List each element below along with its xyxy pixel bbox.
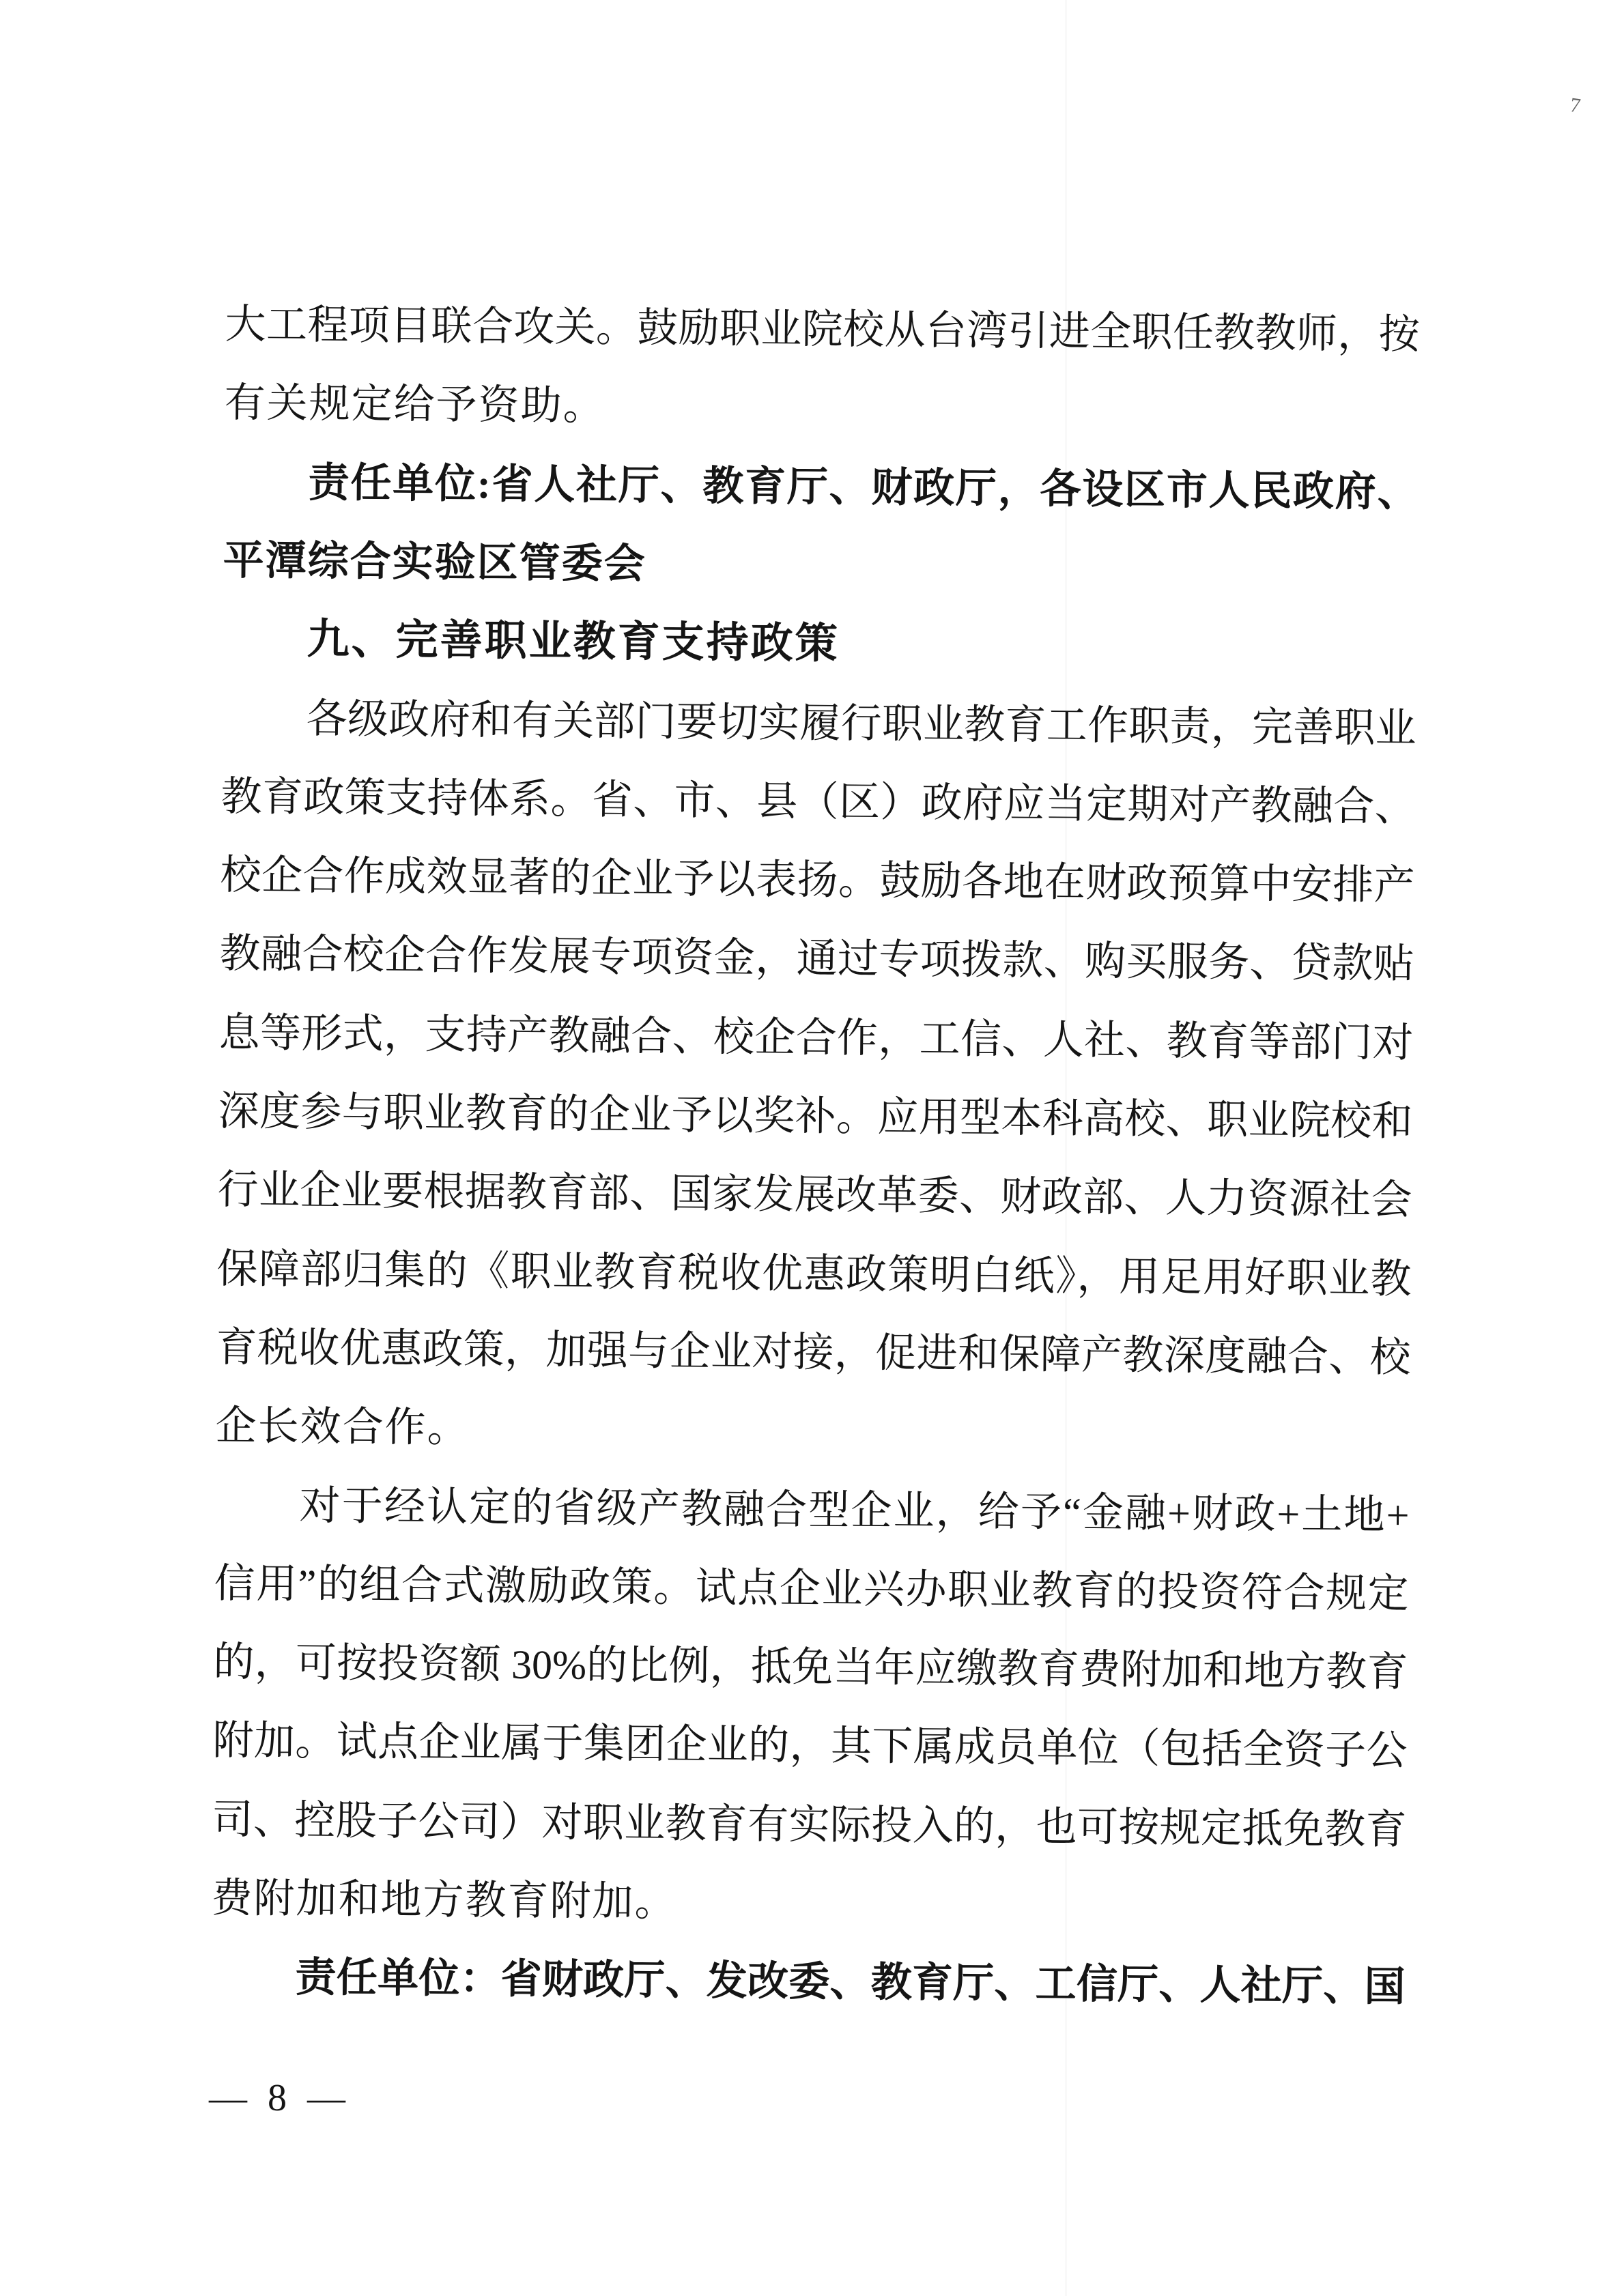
body-text-line: 育税收优惠政策，加强与企业对接，促进和保障产教深度融合、校 [216,1324,1411,1381]
body-text-line: 司、控股子公司）对职业教育有实际投入的，也可按规定抵免教育 [212,1796,1407,1853]
stray-scan-mark: 7 [1568,94,1582,117]
body-text-line: 教育政策支持体系。省、市、县（区）政府应当定期对产教融合、 [220,773,1416,830]
body-text-line: 息等形式，支持产教融合、校企合作，工信、人社、教育等部门对 [218,1009,1414,1066]
responsibility-line: 平潭综合实验区管委会 [223,537,646,587]
body-text-line: 大工程项目联合攻关。鼓励职业院校从台湾引进全职任教教师，按 [225,302,1420,358]
body-text-line: 附加。试点企业属于集团企业的，其下属成员单位（包括全资子公 [212,1717,1408,1774]
responsibility-line: 责任单位:省人社厅、教育厅、财政厅，各设区市人民政府、 [308,460,1419,515]
body-text-line: 信用”的组合式激励政策。试点企业兴办职业教育的投资符合规定 [214,1560,1409,1617]
body-text-line: 企长效合作。 [215,1403,470,1451]
body-text-line: 费附加和地方教育附加。 [211,1875,677,1925]
body-text-line: 保障部归集的《职业教育税收优惠政策明白纸》，用足用好职业教 [216,1246,1412,1302]
page-number: — 8 — [209,2077,351,2119]
responsibility-line: 责任单位：省财政厅、发改委、教育厅、工信厅、人社厅、国 [295,1954,1406,2010]
body-text-line: 有关规定给予资助。 [224,379,606,429]
body-text-line: 深度参与职业教育的企业予以奖补。应用型本科高校、职业院校和 [218,1088,1413,1145]
body-text-line: 教融合校企合作发展专项资金，通过专项拨款、购买服务、贷款贴 [219,930,1414,987]
text-layer [210,302,1420,2086]
body-text-line: 行业企业要根据教育部、国家发展改革委、财政部、人力资源社会 [217,1166,1412,1223]
body-text-line: 对于经认定的省级产教融合型企业，给予“金融+财政+土地+ [299,1483,1410,1538]
body-text-line: 各级政府和有关部门要切实履行职业教育工作职责，完善职业 [306,696,1416,751]
section-heading: 九、完善职业教育支持政策 [307,616,840,668]
body-text-line: 校企合作成效显著的企业予以表扬。鼓励各地在财政预算中安排产 [220,852,1415,908]
body-text-line: 的，可按投资额 30%的比例，抵免当年应缴教育费附加和地方教育 [213,1639,1408,1695]
